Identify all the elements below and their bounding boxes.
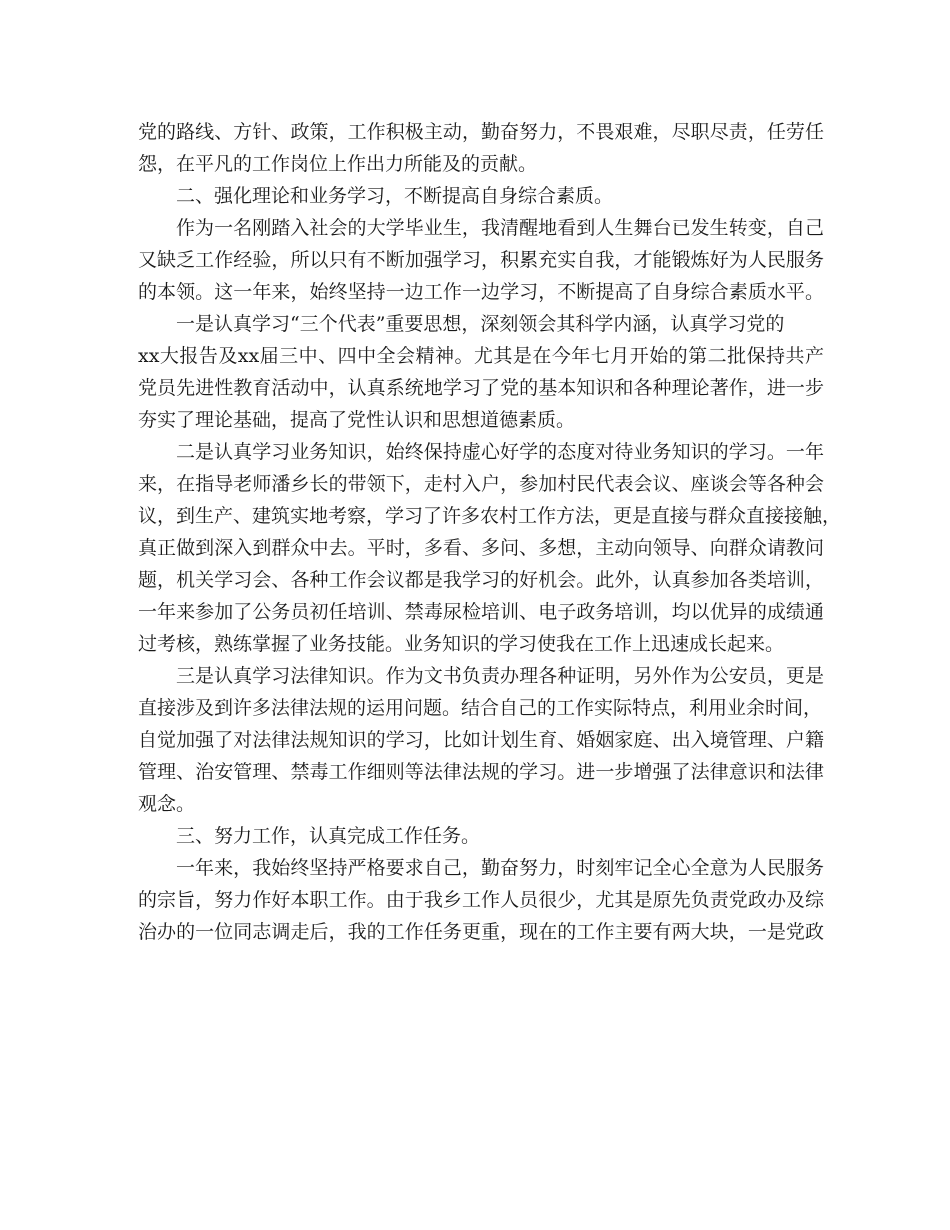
text-line: 一是认真学习“三个代表”重要思想，深刻领会其科学内涵，认真学习党的 — [176, 313, 785, 335]
text-line: 直接涉及到许多法律法规的运用问题。结合自己的工作实际特点，利用业余时间， — [138, 697, 823, 719]
text-line: 一年来参加了公务员初任培训、禁毒尿检培训、电子政务培训，均以优异的成绩通 — [138, 601, 824, 623]
section-heading-2 — [138, 180, 824, 212]
text-line: 过考核，熟练掌握了业务技能。业务知识的学习使我在工作上迅速成长起来。 — [138, 633, 785, 655]
section-heading-3 — [138, 820, 824, 852]
text-line: 又缺乏工作经验，所以只有不断加强学习，积累充实自我，才能锻炼好为人民服务 — [138, 249, 824, 271]
text-line: 的本领。这一年来，始终坚持一边工作一边学习，不断提高了自身综合素质水平。 — [138, 281, 824, 303]
paragraph-6 — [138, 660, 824, 820]
text-line: 三、努力工作，认真完成工作任务。 — [176, 825, 481, 847]
paragraph-1 — [138, 116, 824, 180]
text-line: 一年来，我始终坚持严格要求自己，勤奋努力，时刻牢记全心全意为人民服务 — [176, 857, 824, 879]
paragraph-8 — [138, 852, 824, 948]
text-line: 观念。 — [138, 793, 196, 815]
text-line: 夯实了理论基础，提高了党性认识和思想道德素质。 — [138, 409, 576, 431]
text-line: 作为一名刚踏入社会的大学毕业生，我清醒地看到人生舞台已发生转变，自己 — [176, 217, 824, 239]
text-line: 真正做到深入到群众中去。平时，多看、多问、多想，主动向领导、向群众请教问 — [138, 537, 824, 559]
text-line: 二、强化理论和业务学习，不断提高自身综合素质。 — [176, 185, 614, 207]
text-line: 治办的一位同志调走后，我的工作任务更重，现在的工作主要有两大块，一是党政 — [138, 921, 824, 943]
paragraph-4 — [138, 308, 824, 436]
document-body — [138, 116, 842, 948]
paragraph-5 — [138, 436, 842, 660]
text-line: 的宗旨，努力作好本职工作。由于我乡工作人员很少，尤其是原先负责党政办及综 — [138, 889, 824, 911]
text-line: 议，到生产、建筑实地考察，学习了许多农村工作方法，更是直接与群众直接接触， — [138, 505, 842, 527]
text-line: 自觉加强了对法律法规知识的学习，比如计划生育、婚姻家庭、出入境管理、户籍 — [138, 729, 824, 751]
text-line: 来，在指导老师潘乡长的带领下，走村入户，参加村民代表会议、座谈会等各种会 — [138, 473, 824, 495]
paragraph-3 — [138, 212, 824, 308]
text-line: 党的路线、方针、政策，工作积极主动，勤奋努力，不畏艰难，尽职尽责，任劳任 — [138, 121, 824, 143]
text-line: 党员先进性教育活动中，认真系统地学习了党的基本知识和各种理论著作，进一步 — [138, 377, 824, 399]
text-line: 三是认真学习法律知识。作为文书负责办理各种证明，另外作为公安员，更是 — [176, 665, 824, 687]
text-line: xx大报告及xx届三中、四中全会精神。尤其是在今年七月开始的第二批保持共产 — [138, 345, 824, 367]
text-line: 管理、治安管理、禁毒工作细则等法律法规的学习。进一步增强了法律意识和法律 — [138, 761, 824, 783]
text-line: 题，机关学习会、各种工作会议都是我学习的好机会。此外，认真参加各类培训， — [138, 569, 824, 591]
text-line: 怨，在平凡的工作岗位上作出力所能及的贡献。 — [138, 153, 538, 175]
text-line: 二是认真学习业务知识，始终保持虚心好学的态度对待业务知识的学习。一年 — [176, 441, 824, 463]
